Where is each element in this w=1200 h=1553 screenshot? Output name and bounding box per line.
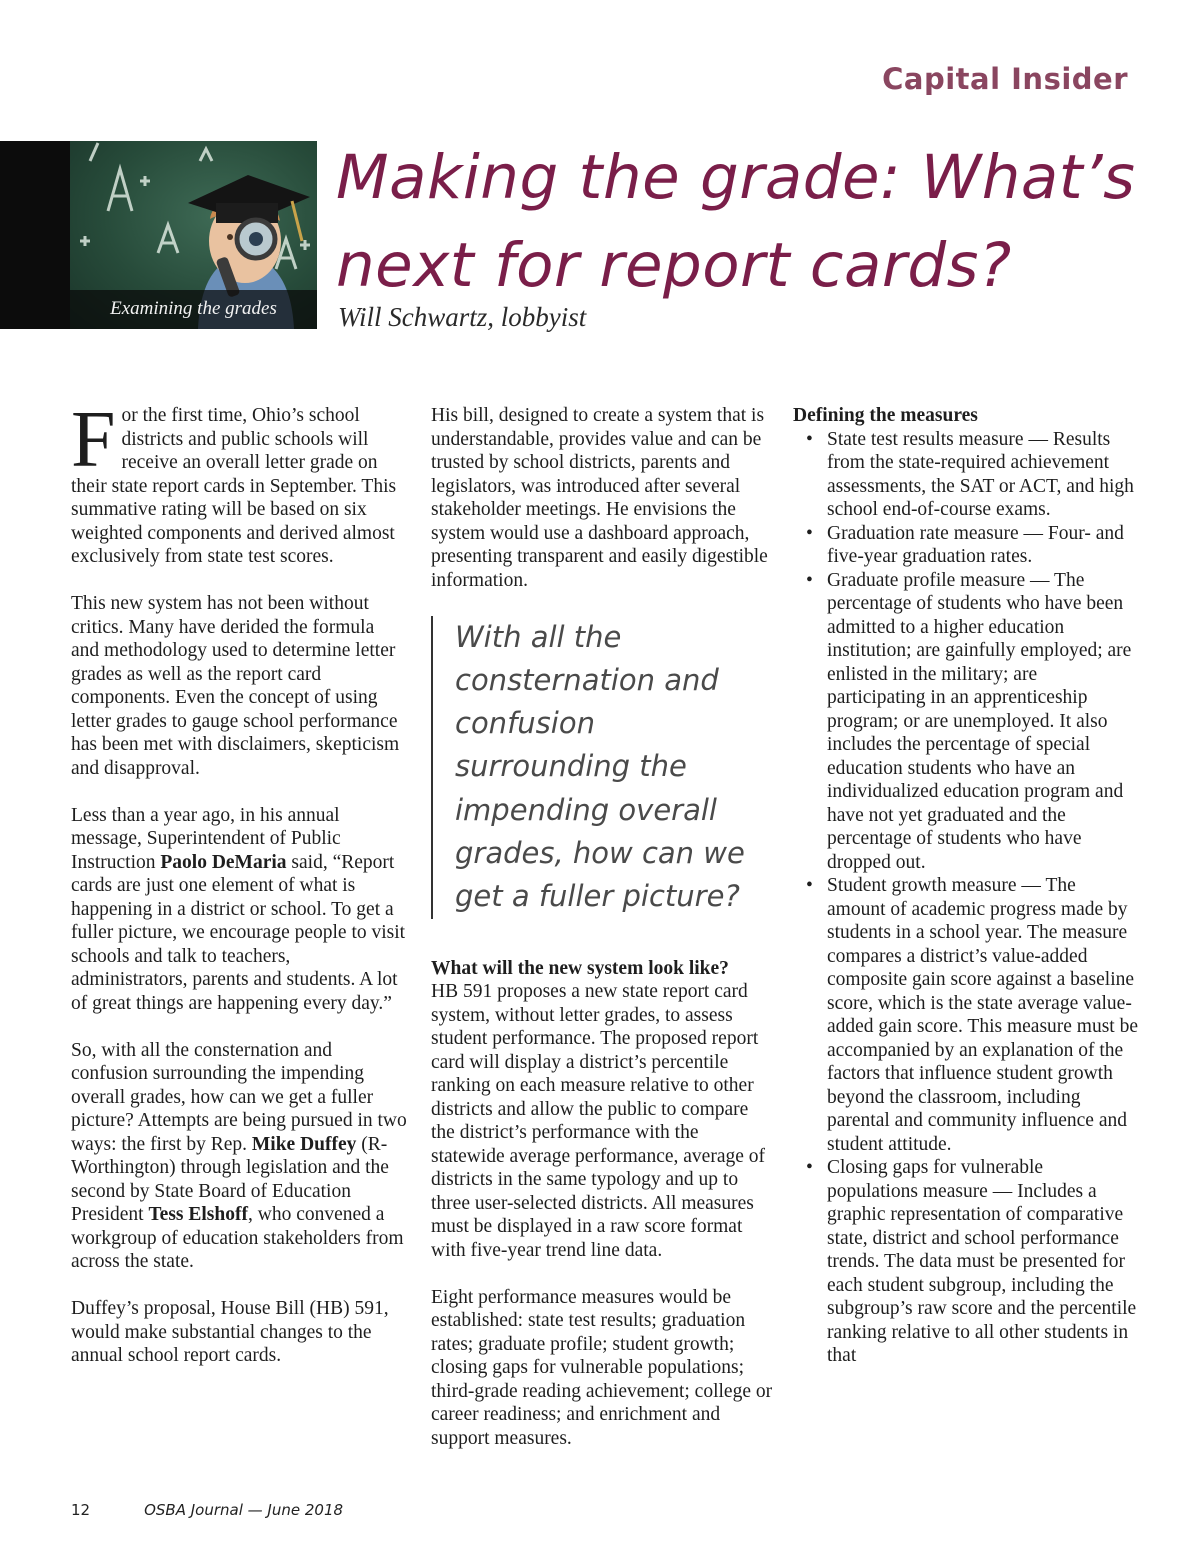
list-item: • Closing gaps for vulnerable populations measure — Includes a graphic representation of comparative state, district and school performance trends. The data must be presented for each student subgroup, including the subgroup’s raw score and the percentile ranking relative to all other students in that [793, 1156, 1138, 1368]
drop-cap: F [71, 396, 116, 484]
list-item: • Student growth measure — The amount of academic progress made by students in a school year. The measure compares a district’s value-added composite gain score against a baseline score, which is the state average value-added gain score. This measure must be accompanied by an explanation of the factors that influence student growth beyond the classroom, including parental and community influence and student attitude. [793, 874, 1138, 1156]
journal-issue: OSBA Journal — June 2018 [144, 1501, 344, 1519]
hero-caption: Examining the grades [70, 290, 317, 329]
list-item: • State test results measure — Results from the state-required achievement assessments, the SAT or ACT, and high school end-of-course exams. [793, 428, 1138, 522]
bold-name: Tess Elshoff [148, 1204, 248, 1225]
subhead-new-system: What will the new system look like? [431, 957, 729, 979]
text-run: So, with all the consternation and confusion surrounding the impending overall grades, how can we get a fuller picture? Attempts are being pursued in two ways: the first by Rep. [71, 1039, 407, 1155]
column-3 [793, 404, 1138, 1368]
intro-text: or the first time, Ohio’s school districts and public schools will receive an overall letter grade on their state report cards in September. This summative rating will be based on six weighted components and derived almost exclusively from state test scores. [71, 405, 397, 567]
bold-name: Paolo DeMaria [160, 851, 287, 873]
paragraph-critics: This new system has not been without critics. Many have derided the formula and methodology used to determine letter grades as well as the report card components. Even the concept of using letter grades to gauge school performance has been met with disclaimers, skepticism and disapproval. [71, 593, 400, 779]
paragraph-measures: Eight performance measures would be established: state test results; graduation rates; graduate profile; student growth; closing gaps for vulnerable populations; third-grade reading achievement; college or career readiness; and enrichment and support measures. [431, 1286, 773, 1449]
paragraph-superintendent [71, 804, 407, 1016]
paragraph-attempts [71, 1039, 407, 1274]
subhead-defining-measures: Defining the measures [793, 405, 978, 426]
paragraph-hb591: HB 591 proposes a new state report card system, without letter grades, to assess student performance. The proposed report card will display a district’s percentile ranking on each measure relative to other districts and allow the public to compare the district’s performance with the statewide average performance, average of districts in the same typology and up to three user-selected districts. All measures must be displayed in a raw score format with five-year trend line data. [431, 981, 766, 1261]
bold-name: Mike Duffey [251, 1133, 357, 1155]
measures-list [793, 428, 1138, 1368]
column-2 [431, 404, 773, 1474]
text-run: Less than a year ago, in his annual message, Superintendent of Public Instruction [71, 804, 341, 873]
section-label: Capital Insider [882, 62, 1128, 96]
list-item: • Graduate profile measure — The percentage of students who have been admitted to a higher education institution; are gainfully employed; are enlisted in the military; are participating in an apprenticeship program; or are unemployed. It also includes the percentage of special education students who have an individualized education program and have not yet graduated and the percentage of students who have dropped out. [793, 569, 1138, 875]
hero-side-bar [0, 141, 70, 329]
pull-quote: With all the consternation and confusion surrounding the impending overall grades, how can we get a fuller picture? [431, 616, 773, 919]
paragraph-bill: His bill, designed to create a system that is understandable, provides value and can be trusted by school districts, parents and legislators, was introduced after several stakeholder meetings. He envisions the system would use a dashboard approach, presenting transparent and easily digestible information. [431, 405, 768, 591]
paragraph-proposal: Duffey’s proposal, House Bill (HB) 591, would make substantial changes to the annual school report cards. [71, 1298, 389, 1366]
text-run: said, “Report cards are just one element of what is happening in a district or school. To get a fuller picture, we encourage people to visit schools and talk to teachers, administrators, parents and students. A lot of great things are happening every day.” [71, 851, 406, 1014]
column-1 [71, 396, 407, 1391]
text-run: , who convened a workgroup of education stakeholders from across the state. [71, 1204, 404, 1272]
byline: Will Schwartz, lobbyist [338, 302, 587, 332]
list-item: • Graduation rate measure — Four- and five-year graduation rates. [793, 522, 1138, 569]
page-number: 12 [71, 1501, 91, 1519]
headline: Making the grade: What’s next for report cards? [336, 142, 1136, 301]
text-run: (R-Worthington) through legislation and the second by State Board of Education President [71, 1133, 389, 1225]
page-footer [71, 1501, 343, 1519]
paragraph-intro [71, 396, 407, 569]
